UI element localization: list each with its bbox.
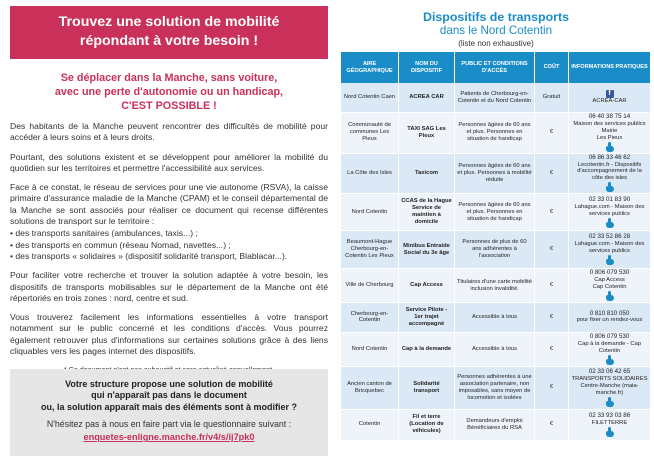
area-cell: Cotentin bbox=[341, 410, 399, 441]
name-cell: ACREA CAR bbox=[399, 83, 455, 113]
public-cell: Personnes âgées de 60 ans et plus. Personnes en situation de handicap bbox=[455, 194, 535, 231]
public-cell: Accessible à tous bbox=[455, 333, 535, 367]
hero-line: répondant à votre besoin ! bbox=[79, 33, 259, 49]
cost-cell: Gratuit bbox=[535, 83, 569, 113]
cost-cell: € bbox=[535, 154, 569, 195]
name-cell: Solidarité transport bbox=[399, 367, 455, 410]
hero-line: Trouvez une solution de mobilité bbox=[58, 14, 280, 30]
hand-pointer-icon[interactable] bbox=[605, 255, 615, 265]
table-row bbox=[341, 113, 651, 154]
cost-cell: € bbox=[535, 333, 569, 367]
info-line: 02 33 93 03 86 bbox=[588, 411, 631, 419]
header-public: PUBLIC ET CONDITIONS D'ACCÈS bbox=[455, 52, 535, 83]
hand-pointer-icon[interactable] bbox=[605, 397, 615, 407]
table-header-row bbox=[341, 52, 651, 83]
name-cell: CCAS de la Hague Service de maintien à domicile bbox=[399, 194, 455, 231]
area-cell: Ville de Cherbourg bbox=[341, 269, 399, 303]
public-cell: Personnes âgées de 60 ans et plus. Personnes à mobilité réduite bbox=[455, 154, 535, 195]
area-cell: Beaumont-Hague Cherbourg-en-Cotentin Les Pieux bbox=[341, 231, 399, 269]
info-line: Lahague.com - Maison des services publics bbox=[574, 203, 645, 217]
area-cell: Nord Cotentin Caen bbox=[341, 83, 399, 113]
table-title: Dispositifs de transports bbox=[423, 10, 569, 24]
area-cell: La Côte des Isles bbox=[341, 154, 399, 195]
right-column bbox=[341, 6, 651, 458]
info-cell bbox=[569, 333, 651, 367]
area-cell: Nord Cotentin bbox=[341, 194, 399, 231]
paragraph: Vous trouverez facilement les informations essentielles à votre transport notamment sur le public concerné et les conditions d'accès. Vous pourrez également retrouver plus d'informations sur certaines solutions grâce à des liens cliquables vers les pages internet des dispositifs. bbox=[10, 312, 328, 357]
cost-cell: € bbox=[535, 367, 569, 410]
area-cell: Cherbourg-en-Cotentin bbox=[341, 303, 399, 333]
area-cell: Nord Cotentin bbox=[341, 333, 399, 367]
intro-heading bbox=[10, 71, 328, 113]
info-line: 06 86 33 46 62 bbox=[588, 153, 631, 161]
area-cell: Communauté de communes Les Pieux bbox=[341, 113, 399, 154]
facebook-icon[interactable]: f bbox=[606, 90, 614, 98]
hero-banner bbox=[10, 6, 328, 59]
info-line: FILETTERRE bbox=[591, 419, 628, 426]
info-line: Lecotentin.fr - Dispositifs d'accompagnement de la côte des isles bbox=[577, 161, 642, 182]
header-info: INFORMATIONS PRATIQUES bbox=[569, 52, 651, 83]
cost-cell: € bbox=[535, 269, 569, 303]
table-row bbox=[341, 269, 651, 303]
name-cell: Service Pilote - 1er trajet accompagné bbox=[399, 303, 455, 333]
paragraph: Pourtant, des solutions existent et se développent pour améliorer la mobilité du quotidien sur les territoires et permettre l'accessibilité aux services. bbox=[10, 151, 328, 173]
name-cell: Minibus Entraide Social du 3e âge bbox=[399, 231, 455, 269]
info-line: 06 40 38 75 14 bbox=[588, 113, 631, 120]
info-line: Mairie bbox=[601, 127, 618, 134]
name-cell: Cap à la demande bbox=[399, 333, 455, 367]
intro-line: Se déplacer dans la Manche, sans voiture, bbox=[60, 72, 278, 84]
question-line: qui n'apparaît pas dans le document bbox=[91, 390, 247, 401]
info-line: 02 33 06 42 65 bbox=[588, 367, 631, 375]
info-cell bbox=[569, 410, 651, 441]
header-cost: COÛT bbox=[535, 52, 569, 83]
table-subtitle: dans le Nord Cotentin bbox=[439, 24, 553, 37]
transport-table bbox=[341, 52, 651, 441]
info-cell bbox=[569, 194, 651, 231]
public-cell: Accessible à tous bbox=[455, 303, 535, 333]
paragraph: Face à ce constat, le réseau de services pour une vie autonome (RSVA), la caisse primaire d'assurance maladie de la Manche (CPAM) et le conseil départemental de la Manche se sont associés pour réaliser ce document qui recense différentes solutions de transport sur le territoire : bbox=[10, 182, 328, 227]
table-row bbox=[341, 367, 651, 410]
info-line: Cap Cotentin bbox=[592, 284, 627, 291]
questionnaire-link[interactable]: enquetes-enligne.manche.fr/v4/s/ij7pk0 bbox=[83, 432, 255, 443]
table-row bbox=[341, 410, 651, 441]
name-cell: Cap Access bbox=[399, 269, 455, 303]
table-row bbox=[341, 333, 651, 367]
feedback-box bbox=[10, 369, 328, 456]
left-column bbox=[10, 6, 328, 456]
info-line: TRANSPORTS SOLIDAIRES Centre-Manche (maia-manche.fr) bbox=[571, 375, 648, 396]
question-line: ou, la solution apparaît mais des éléments sont à modifier ? bbox=[40, 401, 298, 412]
list-item: • des transports sanitaires (ambulances, taxis...) ; bbox=[10, 228, 328, 239]
name-cell: Fil et terre (Location de véhicules) bbox=[399, 410, 455, 441]
hand-pointer-icon[interactable] bbox=[605, 291, 615, 301]
list-item: • des transports « solidaires » (dispositif solidarité transport, Blablacar...). bbox=[10, 251, 328, 262]
public-cell: Demandeurs d'emploi Bénéficiaires du RSA bbox=[455, 410, 535, 441]
cost-cell: € bbox=[535, 303, 569, 333]
info-line: ACREA-CAR bbox=[592, 98, 627, 105]
header-area: AIRE GÉOGRAPHIQUE bbox=[341, 52, 399, 83]
intro-line: C'EST POSSIBLE ! bbox=[121, 100, 217, 112]
hand-pointer-icon[interactable] bbox=[605, 182, 615, 192]
info-cell bbox=[569, 113, 651, 154]
name-cell: Taxicom bbox=[399, 154, 455, 195]
cost-cell: € bbox=[535, 113, 569, 154]
info-cell bbox=[569, 83, 651, 113]
info-line: 0 806 079 530 bbox=[589, 269, 630, 277]
info-line: Cap à la demande - Cap Cotentin bbox=[577, 340, 642, 354]
question-line: Votre structure propose une solution de mobilité bbox=[65, 379, 273, 389]
public-cell: Titulaires d'une carte mobilité inclusion invalidité. bbox=[455, 269, 535, 303]
area-cell: Ancien canton de Bricquebec bbox=[341, 367, 399, 410]
paragraph: Des habitants de la Manche peuvent rencontrer des difficultés de mobilité pour accéder à leurs soins et à leurs droits. bbox=[10, 121, 328, 143]
info-line: pour fixer un rendez-vous bbox=[576, 317, 643, 324]
info-line: 0 810 810 050 bbox=[589, 309, 630, 317]
info-cell bbox=[569, 303, 651, 333]
info-cell bbox=[569, 154, 651, 195]
table-row bbox=[341, 194, 651, 231]
cost-cell: € bbox=[535, 410, 569, 441]
public-cell: Personnes âgées de 60 ans et plus. Personnes en situation de handicap bbox=[455, 113, 535, 154]
list-item: • des transports en commun (réseau Nomad, navettes...) ; bbox=[10, 240, 328, 251]
hand-pointer-icon[interactable] bbox=[605, 427, 615, 437]
header-name: NOM DU DISPOSITIF bbox=[399, 52, 455, 83]
table-row bbox=[341, 83, 651, 113]
cost-cell: € bbox=[535, 194, 569, 231]
public-cell: Patients de Cherbourg-en-Cotentin et du Nord Cotentin bbox=[455, 83, 535, 113]
table-row bbox=[341, 303, 651, 333]
info-cell bbox=[569, 367, 651, 410]
hand-pointer-icon[interactable] bbox=[605, 355, 615, 365]
info-line: Lahague.com - Maison des services publics bbox=[574, 241, 645, 255]
feedback-question bbox=[18, 379, 320, 413]
info-line: 0 806 079 530 bbox=[589, 332, 630, 340]
feedback-hint: N'hésitez pas à nous en faire part via le questionnaire suivant : bbox=[46, 419, 292, 430]
body-text bbox=[10, 121, 328, 357]
info-line: Les Pieux bbox=[596, 134, 623, 141]
table-row bbox=[341, 154, 651, 195]
intro-line: avec une perte d'autonomie ou un handicap, bbox=[54, 86, 284, 98]
hand-pointer-icon[interactable] bbox=[605, 142, 615, 152]
table-row bbox=[341, 231, 651, 269]
info-line: Maison des services publics bbox=[573, 120, 646, 127]
table-note: (liste non exhaustive) bbox=[458, 39, 534, 48]
transport-list bbox=[10, 228, 328, 262]
name-cell: TAXI SAG Les Pieux bbox=[399, 113, 455, 154]
info-cell bbox=[569, 269, 651, 303]
hand-pointer-icon[interactable] bbox=[605, 218, 615, 228]
info-cell bbox=[569, 231, 651, 269]
info-line: 02 33 52 86 28 bbox=[588, 233, 631, 241]
info-line: 02 33 01 83 90 bbox=[588, 195, 631, 203]
public-cell: Personnes adhérentes à une association partenaire, non imposables, sans moyen de locomotion et isolées bbox=[455, 367, 535, 410]
info-line: Cap Access bbox=[594, 277, 625, 284]
cost-cell: € bbox=[535, 231, 569, 269]
paragraph: Pour faciliter votre recherche et trouver la solution adaptée à votre besoin, les dispositifs de transports mobilisables sur le département de la Manche ont été répertoriés en trois zones : nord, centre et sud. bbox=[10, 270, 328, 303]
public-cell: Personnes de plus de 60 ans adhérentes à l'association bbox=[455, 231, 535, 269]
